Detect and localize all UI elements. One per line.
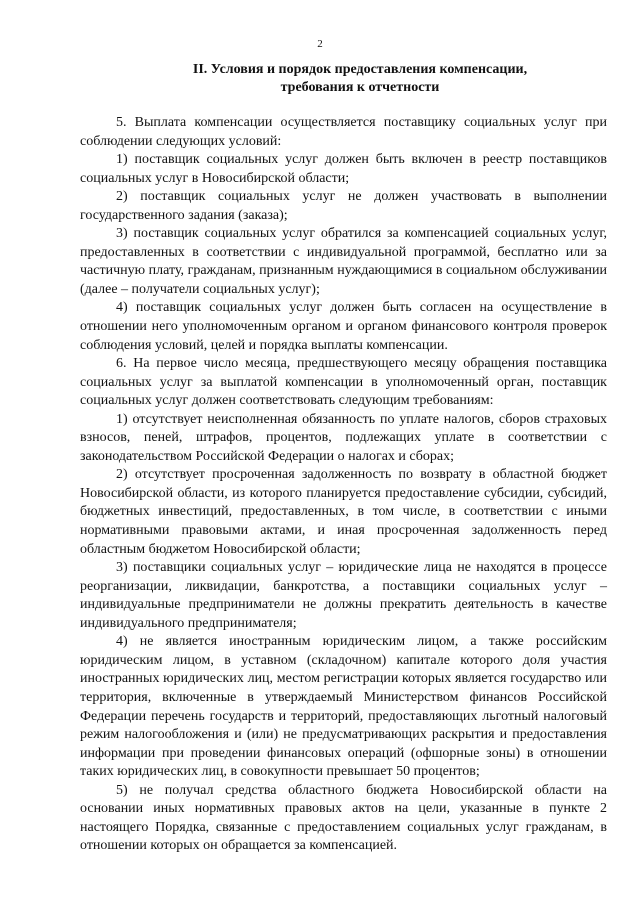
paragraph-6-item-3: 3) поставщики социальных услуг – юридические лица не находятся в процессе реорганизации, ликвидации, банкротства, а поставщики социальных услуг – индивидуальные предприниматели не должны прекратить деятельность в качестве индивидуального предпринимателя; bbox=[80, 560, 607, 631]
paragraph-5-intro: 5. Выплата компенсации осуществляется поставщику социальных услуг при соблюдении следующих условий: bbox=[80, 115, 607, 149]
paragraph-6-item-4: 4) не является иностранным юридическим лицом, а также российским юридическим лицом, в уставном (складочном) капитале которого доля участия иностранных юридических лиц, местом регистрации которых является государство или территория, включенные в утверждаемый Министерством финансов Российской Федерации перечень государств и территорий, предоставляющих льготный налоговый режим налогообложения и (или) не предусматривающих раскрытия и предоставления информации при проведении финансовых операций (офшорные зоны) в отношении таких юридических лиц, в совокупности превышает 50 процентов; bbox=[80, 634, 607, 780]
paragraph-5-item-4: 4) поставщик социальных услуг должен быть согласен на осуществление в отношении него уполномоченным органом и органом финансового контроля проверок соблюдения условий, целей и порядка выплаты компенсации. bbox=[80, 300, 607, 353]
paragraph-6-item-5: 5) не получал средства областного бюджета Новосибирской области на основании иных нормативных правовых актов на цели, указанные в пункте 2 настоящего Порядка, связанные с предоставлением социальных услуг гражданам, в отношении которых он обращается за компенсацией. bbox=[80, 782, 607, 854]
paragraph-5-item-1: 1) поставщик социальных услуг должен быть включен в реестр поставщиков социальных услуг в Новосибирской области; bbox=[80, 152, 607, 186]
paragraph-6-item-2: 2) отсутствует просроченная задолженность по возврату в областной бюджет Новосибирской области, из которого планируется предоставление субсидии, субсидий, бюджетных инвестиций, предоставленных, в том числе, в соответствии с иными нормативными правовыми актами, и иная просроченная задолженность перед областным бюджетом Новосибирской области; bbox=[80, 467, 607, 557]
paragraph-5-item-2: 2) поставщик социальных услуг не должен участвовать в выполнении государственного задания (заказа); bbox=[80, 189, 607, 223]
paragraph-6-item-1: 1) отсутствует неисполненная обязанность по уплате налогов, сборов страховых взносов, пеней, штрафов, процентов, подлежащих уплате в соответствии с законодательством Российской Федерации о налогах и сборах; bbox=[80, 411, 607, 464]
section-title-line-1: II. Условия и порядок предоставления компенсации, bbox=[192, 62, 528, 77]
section-title bbox=[150, 61, 570, 97]
document-body bbox=[80, 114, 607, 856]
paragraph-5-item-3: 3) поставщик социальных услуг обратился за компенсацией социальных услуг, предоставленных в соответствии с индивидуальной программой, бесплатно или за частичную плату, гражданам, признанным нуждающимися в социальном обслуживании (далее – получатели социальных услуг); bbox=[80, 226, 607, 297]
section-title-line-2: требования к отчетности bbox=[280, 80, 440, 95]
page-number: 2 bbox=[317, 38, 323, 50]
paragraph-6-intro: 6. На первое число месяца, предшествующего месяцу обращения поставщика социальных услуг за выплатой компенсации в уполномоченный орган, поставщик социальных услуг должен соответствовать следующим требованиям: bbox=[80, 356, 607, 409]
